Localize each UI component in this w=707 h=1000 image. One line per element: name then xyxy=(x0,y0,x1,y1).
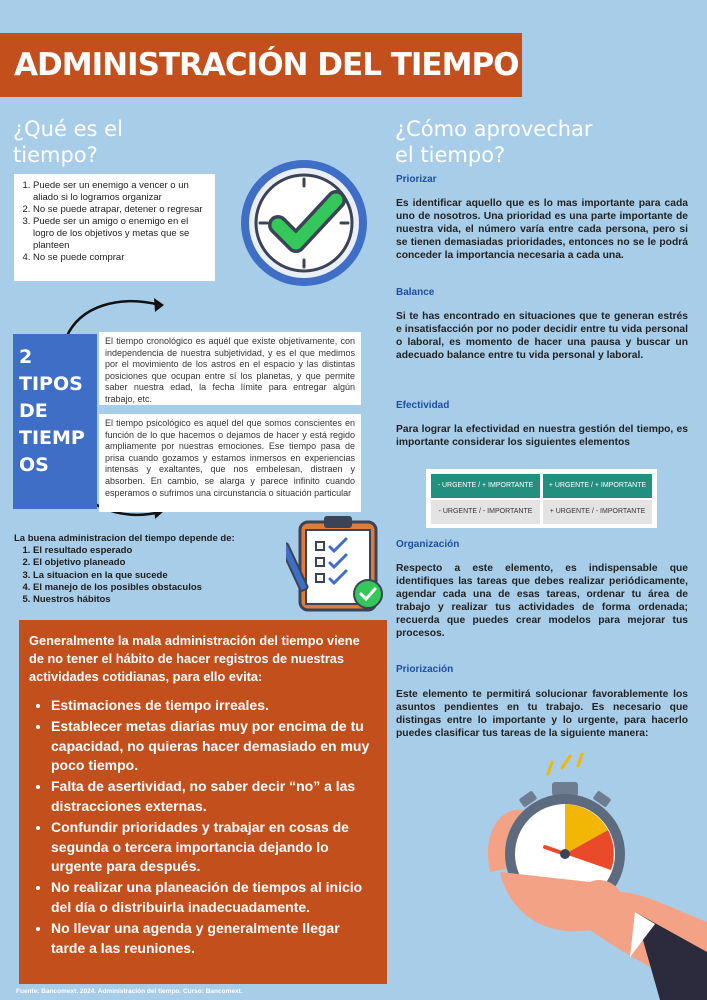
section-text-balance: Si te has encontrado en situaciones que te generan estrés e insatisfacción por no poder decidir entre tu vida personal o laboral, es momento de hacer una pausa y buscar un adecuado balance entre tu vida personal y laboral. xyxy=(396,311,688,361)
section-heading-balance: Balance xyxy=(396,287,435,298)
list-item: • Establecer metas diarias muy por encima de tu capacidad, no quieras hacer demasiado en muy poco tiempo. xyxy=(51,717,377,776)
section-heading-priorizacion: Priorización xyxy=(396,664,454,675)
depends-list xyxy=(14,545,284,606)
clipboard-checklist-icon xyxy=(286,512,386,612)
section-text-priorizar: Es identificar aquello que es lo mas importante para cada uno de nosotros. Una prioridad es una parte importante de nuestra vida, el número varía entre cada persona, pero si se tienen demasiadas prioridades, entonces no se le podrá conceder la importancia necesaria a cada una. xyxy=(396,198,688,261)
evitar-box xyxy=(19,620,387,984)
evitar-intro: Generalmente la mala administración del tiempo viene de no tener el hábito de hacer registros de nuestras actividades cotidianas, para ello evita: xyxy=(29,633,360,684)
list-item: 4. No se puede comprar xyxy=(33,252,209,264)
que-es-list-box xyxy=(14,174,215,281)
list-item: • Confundir prioridades y trabajar en cosas de segunda o tercera importancia dejando lo urgente para después. xyxy=(51,818,377,877)
section-heading-efectividad: Efectividad xyxy=(396,400,450,411)
list-item: • Estimaciones de tiempo irreales. xyxy=(51,696,377,716)
section-text-priorizacion: Este elemento te permitirá solucionar favorablemente los asuntos pendientes en tu trabajo. Es necesario que distingas entre lo importante y lo urgente, para hacerlo puedes clasificar tus tareas de la siguiente manera: xyxy=(396,689,688,739)
tiempo-psicologico-box: El tiempo psicológico es aquel del que somos conscientes en función de lo que hacemos o dejamos de hacer y está regido ampliamente por nuestras emociones. Ese tiempo pasa de prisa cuando gozamos y estamos inmersos en experiencias intensas y exaltantes, que nos embelesan, distraen y absorben. En cambio, se alarga y parece infinito cuando esperamos o sufrimos una circunstancia o situación particular xyxy=(99,414,361,512)
evitar-list xyxy=(29,696,377,958)
list-item: • No realizar una planeación de tiempos al inicio del día o distribuirla inadecuadamente. xyxy=(51,878,377,918)
list-item: 2. No se puede atrapar, detener o regresar xyxy=(33,204,209,216)
title-bar xyxy=(0,33,522,97)
depends-section xyxy=(14,533,284,606)
section-heading-priorizar: Priorizar xyxy=(396,174,437,185)
section-heading-organizacion: Organización xyxy=(396,539,460,550)
clock-check-icon xyxy=(236,155,372,291)
list-item: • Falta de asertividad, no saber decir “no” a las distracciones externas. xyxy=(51,777,377,817)
tipos-de-tiempo-label: 2 TIPOS DE TIEMP OS xyxy=(13,334,97,509)
matrix-cell: - URGENTE / - IMPORTANTE xyxy=(431,500,540,524)
matrix-cell: - URGENTE / + IMPORTANTE xyxy=(431,474,540,498)
page-title: ADMINISTRACIÓN DEL TIEMPO xyxy=(14,47,519,83)
right-heading: ¿Cómo aprovechar el tiempo? xyxy=(395,117,593,167)
list-item: 4. El manejo de los posibles obstaculos xyxy=(33,582,284,594)
list-item: 2. El objetivo planeado xyxy=(33,557,284,569)
urgency-matrix xyxy=(426,469,657,528)
que-es-list xyxy=(25,180,209,264)
matrix-cell: + URGENTE / - IMPORTANTE xyxy=(543,500,652,524)
section-text-efectividad: Para lograr la efectividad en nuestra gestión del tiempo, es importante considerar los siguientes elementos xyxy=(396,424,688,448)
stopwatch-hand-icon xyxy=(470,752,707,1000)
list-item: 3. La situacion en la que sucede xyxy=(33,570,284,582)
matrix-cell: + URGENTE / + IMPORTANTE xyxy=(543,474,652,498)
depends-heading: La buena administracion del tiempo depende de: xyxy=(14,533,235,544)
list-item: 3. Puede ser un amigo o enemigo en el logro de los objetivos y metas que se planteen xyxy=(33,216,209,252)
list-item: 5. Nuestros hábitos xyxy=(33,594,284,606)
footer-source: Fuente: Bancomext. 2024. Administración del tiempo. Curso: Bancomext. xyxy=(16,988,243,995)
list-item: • No llevar una agenda y generalmente llegar tarde a las reuniones. xyxy=(51,919,377,959)
tiempo-cronologico-box: El tiempo cronológico es aquél que existe objetivamente, con independencia de nuestra subjetividad, y es el que medimos por el movimiento de los astros en el espacio y las distintas posiciones que ocupan entre sí los planetas, y que permite saber nuestra edad, la fecha límite para entregar algún trabajo, etc. xyxy=(99,332,361,405)
list-item: 1. El resultado esperado xyxy=(33,545,284,557)
left-heading: ¿Qué es el tiempo? xyxy=(13,117,123,167)
section-text-organizacion: Respecto a este elemento, es indispensable que identifiques las tareas que debes realizar periódicamente, agendar cada una de esas tareas, ordenar tu área de trabajo y realizar tus actividades de forma ordenada; recuerda que puedes crear modelos para mejorar tus procesos. xyxy=(396,563,688,639)
list-item: 1. Puede ser un enemigo a vencer o un aliado si lo logramos organizar xyxy=(33,180,209,204)
